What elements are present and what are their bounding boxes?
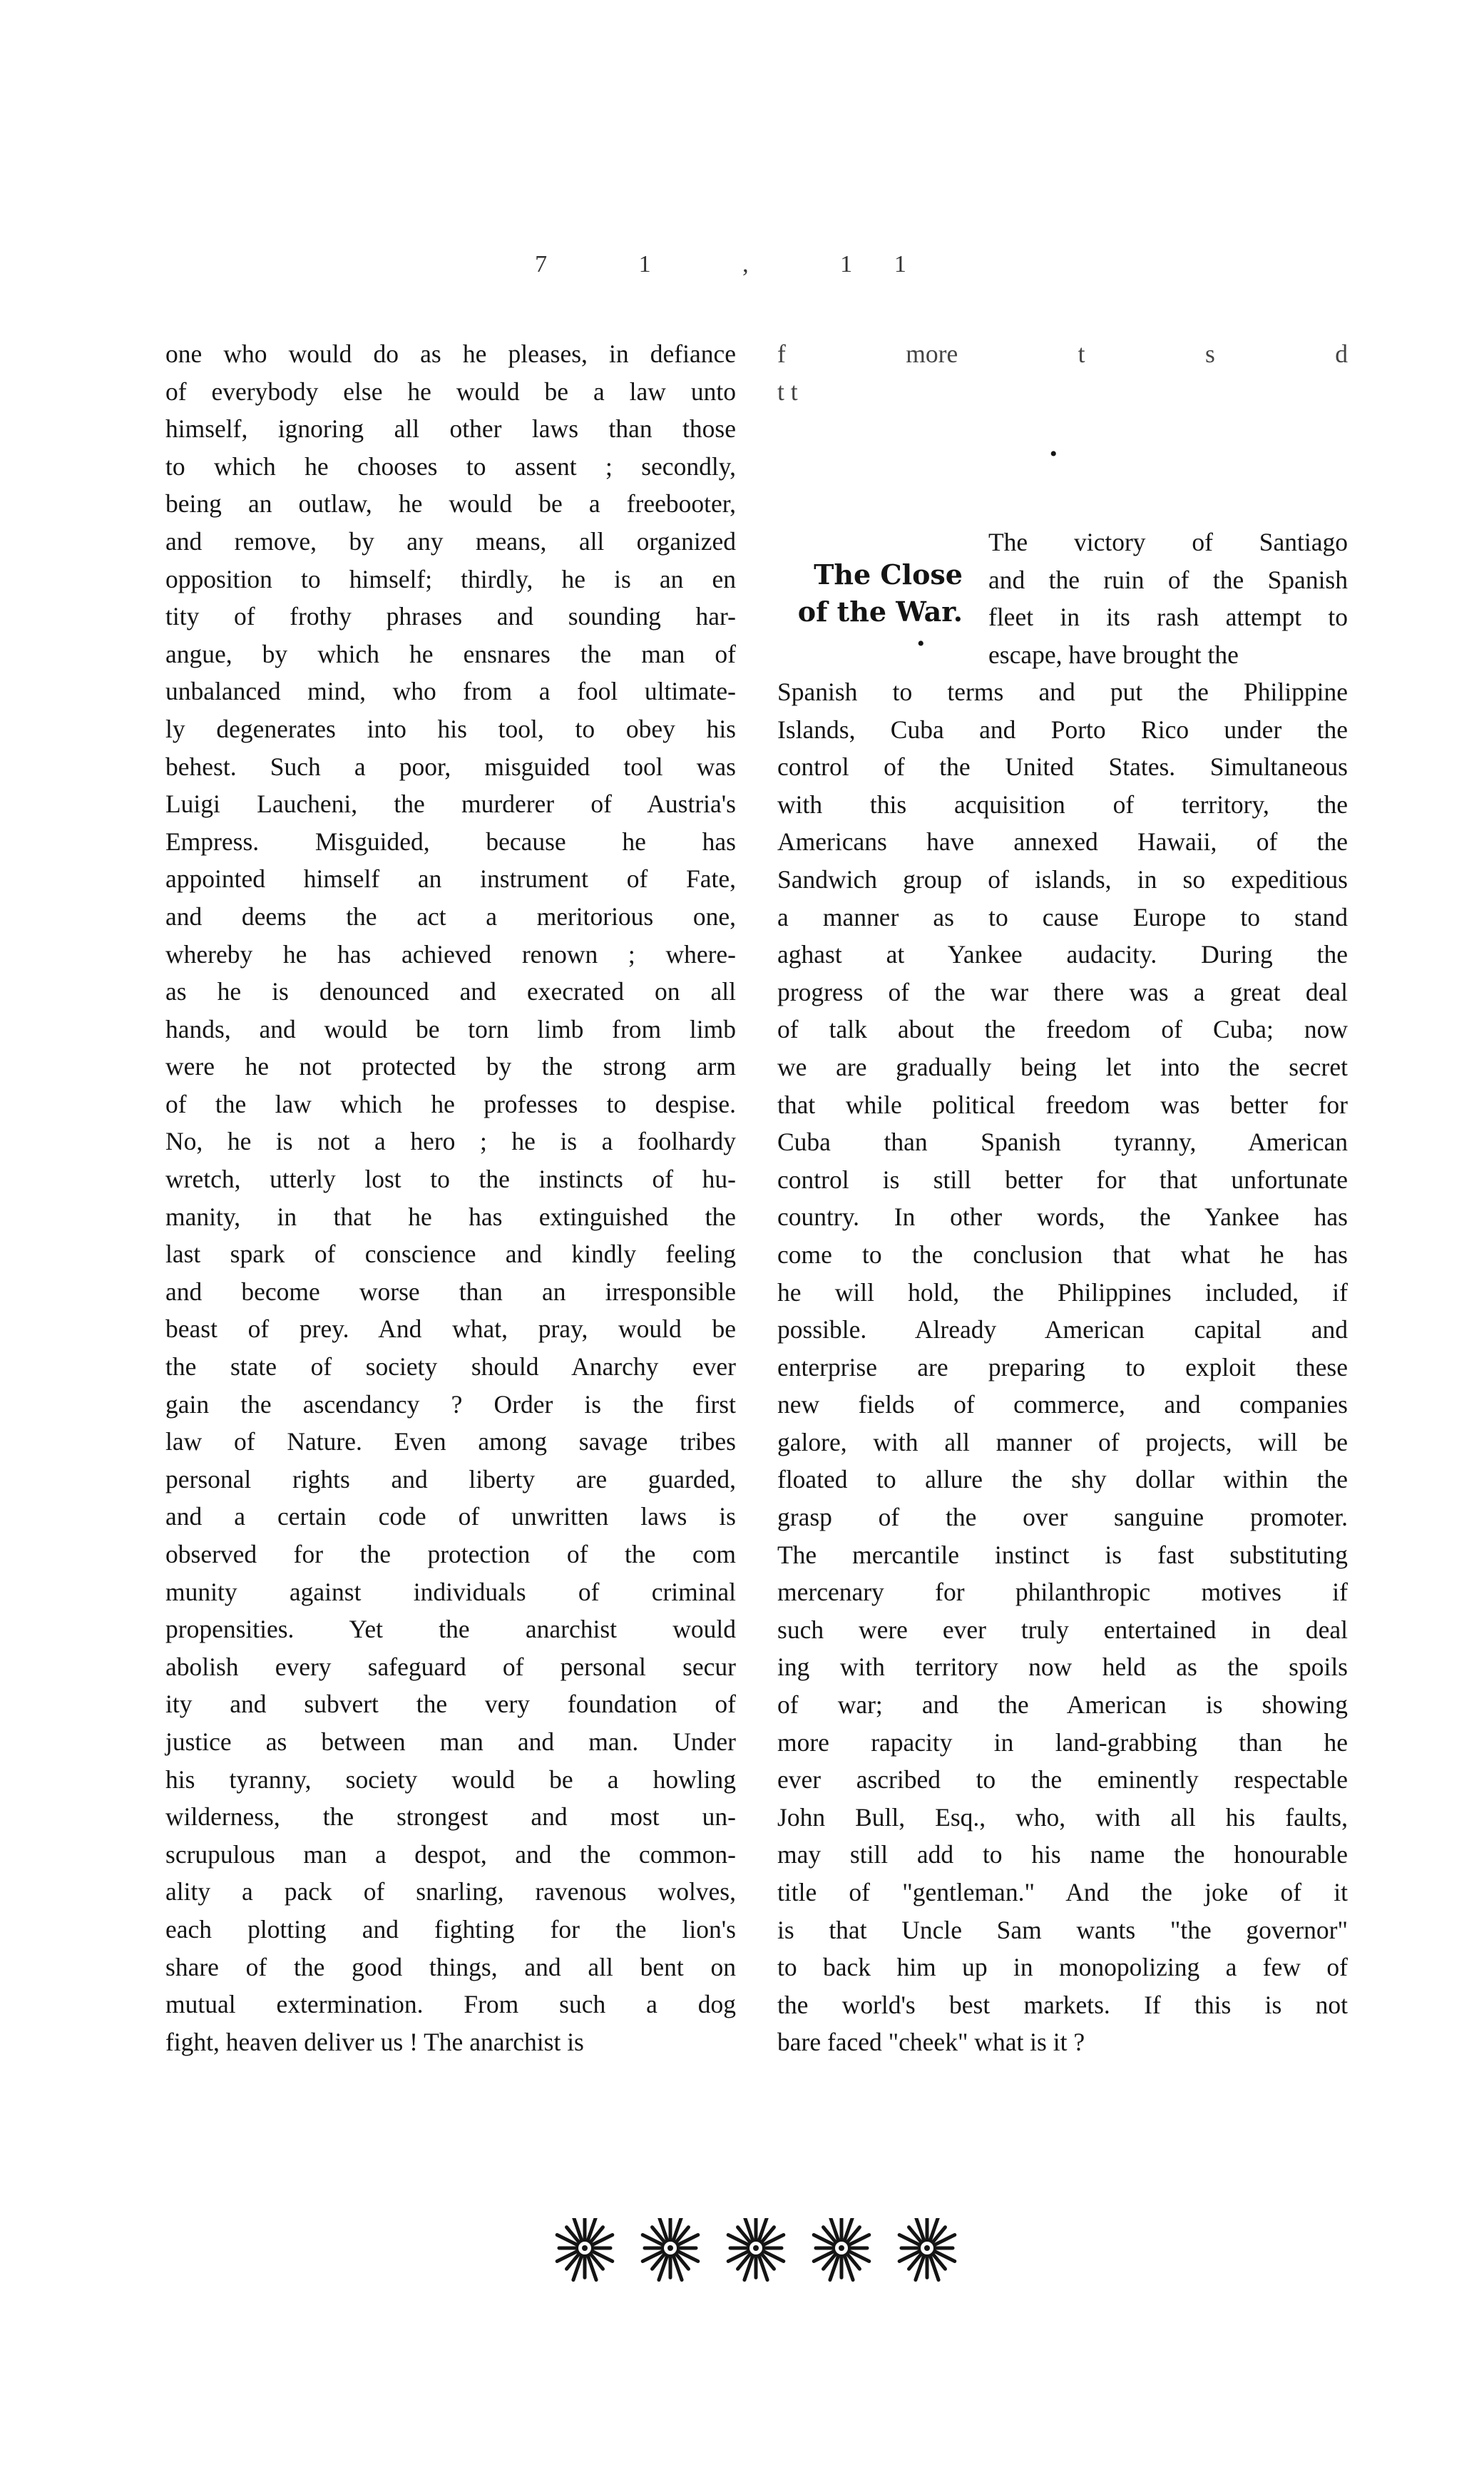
- text-line: ing with territory now held as the spoils: [777, 1653, 1348, 1682]
- text-line: title of "gentleman." And the joke of it: [777, 1878, 1348, 1906]
- text-line: share of the good things, and all bent on: [165, 1952, 736, 1981]
- text-line: bare faced "cheek" what is it ?: [777, 2028, 1085, 2057]
- text-line: of everybody else he would be a law unto: [165, 377, 736, 406]
- text-line: opposition to himself; thirdly, he is an en: [165, 564, 736, 593]
- side-heading-line2: of the War.: [797, 596, 963, 628]
- running-head: 7 1 , 11: [535, 251, 949, 277]
- text-line: ity and subvert the very foundation of: [165, 1690, 736, 1719]
- text-line: whereby he has achieved renown ; where-: [165, 939, 736, 969]
- text-line: observed for the protection of the com: [165, 1540, 736, 1568]
- text-line: munity against individuals of criminal: [165, 1577, 736, 1606]
- text-line: ality a pack of snarling, ravenous wolves,: [165, 1877, 736, 1906]
- ornament-motif: [899, 2218, 955, 2280]
- text-line: hands, and would be torn limb from limb: [165, 1014, 736, 1043]
- text-line: a manner as to cause Europe to stand: [777, 902, 1348, 931]
- text-line: enterprise are preparing to exploit these: [777, 1352, 1348, 1382]
- text-line: No, he is not a hero ; he is a foolhardy: [165, 1127, 736, 1156]
- text-line: galore, with all manner of projects, will be: [777, 1427, 1348, 1456]
- text-line: Sandwich group of islands, in so expeditious: [777, 864, 1348, 894]
- text-line: justice as between man and man. Under: [165, 1727, 736, 1756]
- text-line: behest. Such a poor, misguided tool was: [165, 752, 736, 781]
- text-line: progress of the war there was a great deal: [777, 977, 1348, 1006]
- text-line: the world's best markets. If this is not: [777, 1990, 1348, 2019]
- text-line: unbalanced mind, who from a fool ultimate-: [165, 677, 736, 706]
- side-dot: •: [917, 632, 925, 655]
- text-line: new fields of commerce, and companies: [777, 1390, 1348, 1419]
- text-line: and a certain code of unwritten laws is: [165, 1502, 736, 1531]
- text-line: t t: [777, 377, 798, 406]
- text-line: were he not protected by the strong arm: [165, 1052, 736, 1081]
- text-line: tity of frothy phrases and sounding har-: [165, 602, 736, 631]
- text-line: The victory of Santiago: [988, 528, 1348, 556]
- text-line: and remove, by any means, all organized: [165, 526, 736, 556]
- text-line: personal rights and liberty are guarded,: [165, 1464, 736, 1493]
- text-line: last spark of conscience and kindly feeling: [165, 1240, 736, 1269]
- text-line: fleet in its rash attempt to: [988, 603, 1348, 632]
- text-line: f more t s d: [777, 339, 1348, 368]
- text-line: with this acquisition of territory, the: [777, 790, 1348, 819]
- text-line: scrupulous man a despot, and the common-: [165, 1839, 736, 1869]
- text-line: as he is denounced and execrated on all: [165, 977, 736, 1006]
- text-line: gain the ascendancy ? Order is the first: [165, 1389, 736, 1419]
- text-line: more rapacity in land-grabbing than he: [777, 1727, 1348, 1757]
- text-line: the state of society should Anarchy ever: [165, 1352, 736, 1382]
- text-line: and the ruin of the Spanish: [988, 565, 1348, 594]
- text-line: Spanish to terms and put the Philippine: [777, 678, 1348, 706]
- right-column-text: [777, 673, 1348, 2061]
- ornament-motif: [557, 2218, 613, 2280]
- text-line: ly degenerates into his tool, to obey his: [165, 714, 736, 743]
- text-line: himself, ignoring all other laws than those: [165, 414, 736, 444]
- ornament-motif: [643, 2218, 698, 2280]
- text-line: law of Nature. Even among savage tribes: [165, 1427, 736, 1456]
- text-line: he will hold, the Philippines included, if: [777, 1277, 1348, 1307]
- text-line: control of the United States. Simultaneous: [777, 752, 1348, 782]
- text-line: manity, in that he has extinguished the: [165, 1202, 736, 1231]
- text-line: of the law which he professes to despise.: [165, 1089, 736, 1118]
- text-line: abolish every safeguard of personal secur: [165, 1652, 736, 1681]
- ornament-motif: [814, 2218, 869, 2280]
- side-heading-line1: The Close: [814, 558, 963, 591]
- text-line: being an outlaw, he would be a freebooter,: [165, 489, 736, 519]
- text-line: and deems the act a meritorious one,: [165, 902, 736, 931]
- stray-mark: •: [1050, 442, 1058, 466]
- text-line: that while political freedom was better for: [777, 1090, 1348, 1119]
- text-line: Luigi Laucheni, the murderer of Austria's: [165, 790, 736, 819]
- text-line: grasp of the over sanguine promoter.: [777, 1503, 1348, 1532]
- text-line: control is still better for that unfortunate: [777, 1165, 1348, 1194]
- text-line: Empress. Misguided, because he has: [165, 827, 736, 856]
- text-line: ever ascribed to the eminently respectable: [777, 1765, 1348, 1794]
- text-line: mercenary for philanthropic motives if: [777, 1578, 1348, 1607]
- text-line: mutual extermination. From such a dog: [165, 1990, 736, 2019]
- text-line: floated to allure the shy dollar within the: [777, 1465, 1348, 1494]
- text-line: each plotting and fighting for the lion's: [165, 1914, 736, 1944]
- text-line: wretch, utterly lost to the instincts of hu-: [165, 1165, 736, 1194]
- text-line: Cuba than Spanish tyranny, American: [777, 1128, 1348, 1157]
- text-line: country. In other words, the Yankee has: [777, 1202, 1348, 1232]
- text-line: John Bull, Esq., who, with all his faults,: [777, 1802, 1348, 1832]
- text-line: and become worse than an irresponsible: [165, 1277, 736, 1306]
- text-line: The mercantile instinct is fast substituting: [777, 1540, 1348, 1569]
- left-column-text: [165, 335, 736, 2060]
- text-line: one who would do as he pleases, in defiance: [165, 339, 736, 368]
- text-line: his tyranny, society would be a howling: [165, 1765, 736, 1794]
- ornament-motif: [728, 2218, 784, 2280]
- tailpiece-ornament: [542, 2218, 970, 2289]
- text-line: may still add to his name the honourable: [777, 1840, 1348, 1869]
- text-line: such were ever truly entertained in deal: [777, 1615, 1348, 1644]
- text-line: fight, heaven deliver us ! The anarchist is: [165, 2027, 584, 2056]
- text-line: appointed himself an instrument of Fate,: [165, 864, 736, 894]
- right-column-faded-fragments: [777, 335, 1348, 410]
- text-line: is that Uncle Sam wants "the governor": [777, 1915, 1348, 1944]
- text-line: wilderness, the strongest and most un-: [165, 1802, 736, 1832]
- text-line: of war; and the American is showing: [777, 1690, 1348, 1720]
- text-line: possible. Already American capital and: [777, 1315, 1348, 1344]
- side-heading: [784, 556, 963, 630]
- text-line: Islands, Cuba and Porto Rico under the: [777, 715, 1348, 744]
- text-line: Americans have annexed Hawaii, of the: [777, 827, 1348, 857]
- text-line: angue, by which he ensnares the man of: [165, 639, 736, 668]
- text-line: propensities. Yet the anarchist would: [165, 1615, 736, 1644]
- text-line: aghast at Yankee audacity. During the: [777, 940, 1348, 969]
- text-line: escape, have brought the: [988, 640, 1239, 669]
- text-line: come to the conclusion that what he has: [777, 1240, 1348, 1269]
- text-line: to back him up in monopolizing a few of: [777, 1953, 1348, 1982]
- right-column-wrapped-lines: [988, 524, 1348, 673]
- text-line: we are gradually being let into the secret: [777, 1052, 1348, 1081]
- text-line: to which he chooses to assent ; secondly,: [165, 451, 736, 481]
- text-line: of talk about the freedom of Cuba; now: [777, 1015, 1348, 1044]
- text-line: beast of prey. And what, pray, would be: [165, 1314, 736, 1344]
